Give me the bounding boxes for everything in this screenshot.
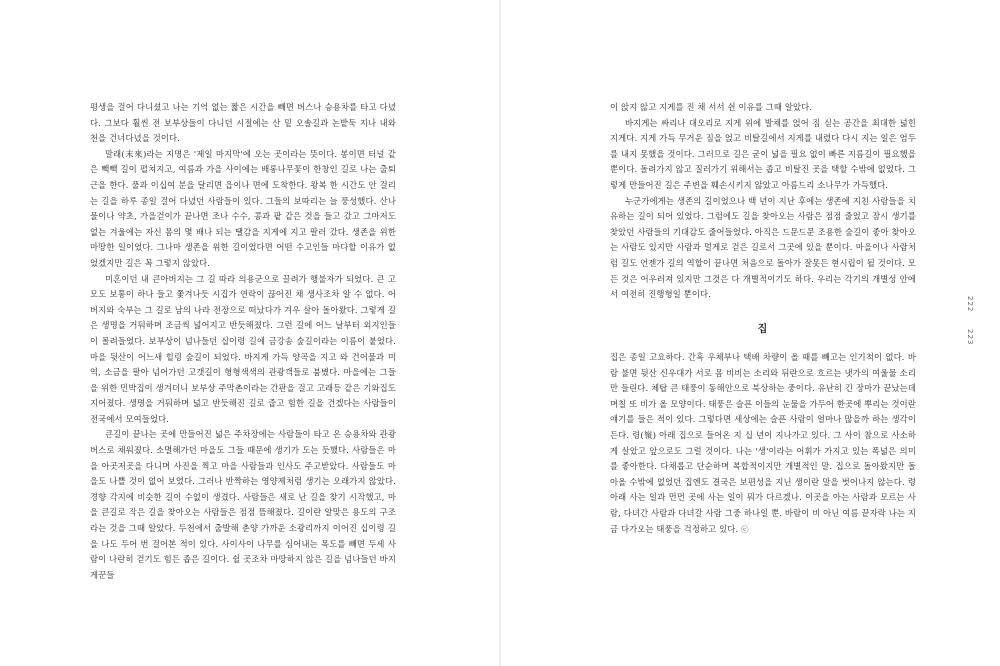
section-title: 집	[757, 324, 769, 335]
right-page-body-bottom	[610, 350, 916, 537]
paragraph: 바지게는 싸리나 대오리로 지게 위에 발채를 얹어 짐 싣는 공간을 최대한 넓힌 지게다. 지게 가득 무거운 짐을 얹고 비탈길에서 지게를 내렸다 다시 지는 일은 엄두를 내지 못했을 것이다. 그러므로 길은 굳이 넓을 필요 없이 빠른 지름길이 필요했을 뿐이다. 돌려가지 않고 질러가기 위해서는 좁고 비탈진 곳을 택할 수밖에 없었다. 그렇게 만들어진 길은 주변을 훼손시키지 않았고 아름드리 소나무가 가득했다.	[610, 117, 916, 190]
book-gutter	[499, 0, 501, 666]
right-page-body-top	[610, 100, 916, 303]
end-mark: ⓒ	[741, 524, 749, 534]
paragraph: 이 앉지 않고 지게를 진 채 서서 쉰 이유를 그때 알았다.	[610, 102, 813, 112]
paragraph	[610, 350, 916, 537]
page-number-left: 222	[966, 296, 974, 313]
paragraph-text: 집은 종일 고요하다. 간혹 우체부나 택배 차량이 올 때를 빼고는 인기척이 없다. 바람 불면 뒷산 신우대가 서로 몸 비비는 소리와 뒤란으로 흐르는 냇가의 여울물 소리만 들린다. 체탑 큰 태풍이 동해안으로 북상하는 중이다. 유난히 긴 장마가 끝났는데 며칠 또 비가 올 모양이다. 태풍은 슬픈 이들의 눈물을 가두어 한곳에 뿌리는 것이란 얘기를 들은 적이 있다. 그렇다면 세상에는 슬픈 사람이 얼마나 많을까 하는 생각이 든다. 령(嶺) 아래 집으로 들어온 지 십 년이 지나가고 있다. 그 사이 참으로 사소하게 살았고 앞으로도 그럴 것이다. 나는 '생'이라는 어휘가 가지고 있는 폭넓은 의미를 좋아한다. 다채롭고 단순하며 복합적이지만 개별적인 말. 집으로 돌아왔지만 돌아올 수밖에 없었던 집엔도 결국은 보편성을 지닌 생이란 말을 벗어나지 않는다. 령 아래 사는 일과 먼먼 곳에 사는 일이 뭐가 다르겠나. 이곳을 아는 사람과 모르는 사람, 다녀간 사람과 다녀갈 사람 그중 하나일 뿐. 바람이 비 아닌 여름 끝자락 나는 지금 다가오는 태풍을 걱정하고 있다.	[610, 352, 916, 534]
paragraph: 평생을 걸어 다니셨고 나는 기억 없는 짧은 시간을 빼면 버스나 승용차를 타고 다녔다. 그보다 훨씬 전 보부상들이 다니던 시절에는 산 밑 오솔길과 논밭둑 지나 내와 천을 건너다녔을 것이다.	[90, 102, 396, 144]
paragraph: 누군가에게는 생존의 길이었으나 백 년이 지난 후에는 생존에 지친 사람들을 치유하는 길이 되어 있었다. 그럼에도 길을 찾아오는 사람은 점점 줄었고 잠시 생기를 찾았던 사람들의 기대감도 줄어들었다. 아직은 드문드문 조용한 숲길이 좋아 찾아오는 사람도 있지만 사람과 멀게로 걷은 길로서 그곳에 있을 뿐이다. 마을이나 사람처럼 길도 언젠가 길의 역할이 끝나면 처음으로 돌아가 잘못든 현시립이 될 것이다. 모든 것은 어우러져 있지만 그것은 다 개별적이기도 하다. 우리는 각기의 개별성 안에서 여전히 진행형일 뿐이다.	[610, 195, 916, 300]
page-number-right: 223	[966, 328, 974, 346]
paragraph: 말래(末來)라는 지명은 '제일 마지막'에 오는 곳이라는 뜻이다. 봉이면 터널 같은 빽빽 길이 펼쳐지고, 여름과 가을 사이에는 배롱나무꽃이 한창인 길로 나는 출퇴근을 한다. 풀과 이십여 분을 달리면 읍이나 면에 도착한다. 왕복 한 시간도 안 걸리는 길을 하루 종일 걸어 다녔던 사람들이 있다. 그들의 보따리는 늘 풍성했다. 산나물이나 약초, 가을걷이가 끝나면 조나 수수, 콩과 팥 같은 것을 들고 갔고 그마저도 없는 겨울에는 자신 몸의 몇 배나 되는 땔감을 지게에 지고 팔러 갔다. 생존을 위한 마땅한 일이었다. 그나마 생존을 위한 길이었다면 어떤 수고인들 마다할 이유가 없었겠지만 길은 꼭 그렇지 않았다.	[90, 148, 396, 268]
left-page-body	[90, 100, 396, 583]
paragraph: 큰길이 끝나는 곳에 만들어진 넓은 주차장에는 사람들이 타고 온 승용차와 관광버스로 채워졌다. 소멸해가던 마을도 그들 때문에 생기가 도는 듯했다. 사람들은 마을 아곳저곳을 다니며 사진을 찍고 마을 사람들과 인사도 주고받았다. 사람들도 마을도 나쁠 것이 없어 보였다. 그러나 반짝하는 영양제처럼 생기는 오래가지 않았다. 경향 각지에 비슷한 길이 수없이 생겼다. 사람들은 새로 난 길을 찾기 시작했고, 마을 큰길로 작은 길을 찾아오는 사람들은 점점 뜸해졌다. 길이란 알맞은 용도의 구조라는 것을 그때 알았다. 두천에서 출발해 춘양 가까운 소광리까지 이어진 십이령 길을 나도 두어 번 걸어본 적이 있다. 사이사이 나무를 심어내는 목도를 빼면 두세 사람이 나란히 걷기도 힘든 좁은 길이다. 쉴 곳조차 마땅하지 않은 길을 넘나들던 바지게꾼들	[90, 429, 396, 580]
page-numbers	[966, 296, 974, 345]
paragraph: 미혼이던 내 큰아버지는 그 길 따라 의용군으로 끌려가 행불자가 되었다. 큰 고모도 보통이 하나 들고 쫓겨나듯 시집가 연락이 끊어진 채 생사조차 알 수 없다. 어버지와 숙부는 그 길로 남의 나라 전장으로 떠났다가 겨우 살아 돌아왔다. 그렇게 길은 생명을 거둬하며 조금씩 넓어지고 반듯해졌다. 그런 길에 어느 날부터 외지인들이 몰려들었다. 보부상이 넘나들던 십이령 길에 금강송 숲길이라는 이름이 붙었다. 마을 뒷산이 어느새 힐링 숲길이 되었다. 바지게 가득 양곡을 지고 와 건어물과 미역, 소금을 팔아 넘어가던 고갯길이 형형색색의 관광객들로 붐볐다. 마을에는 그들을 위한 민박집이 생겨더니 보부상 주막촌이라는 간판을 걸고 고래등 같은 기와집도 지어졌다. 생명을 거둬하며 넓고 반듯해진 길로 줍고 힘한 길을 건겠다는 사람들이 전국에서 모여들었다.	[90, 273, 396, 424]
